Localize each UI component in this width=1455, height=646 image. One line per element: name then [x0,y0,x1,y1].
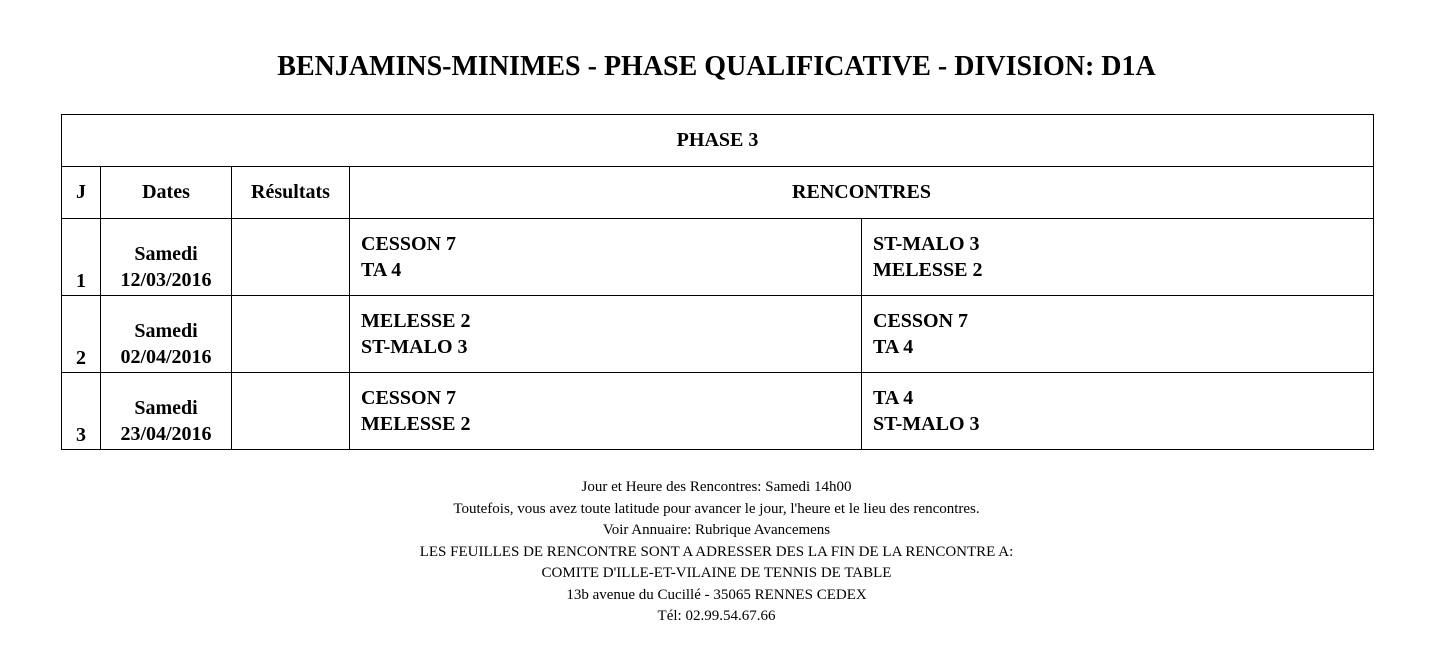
date-value: 12/03/2016 [120,269,212,291]
footer-line-schedule: Jour et Heure des Rencontres: Samedi 14h00 [581,479,852,495]
round-number: 2 [62,296,101,373]
footer-line-annuaire: Voir Annuaire: Rubrique Avancemens [602,522,831,538]
date-value: 23/04/2016 [120,423,212,445]
round-date [101,296,232,373]
date-day: Samedi [134,320,198,342]
match-away-team: MELESSE 2 [873,259,983,281]
date-value: 02/04/2016 [120,346,212,368]
match-home-team: CESSON 7 [361,233,457,255]
footer-line-comite: COMITE D'ILLE-ET-VILAINE DE TENNIS DE TABLE [541,565,892,581]
footer-line-feuilles: LES FEUILLES DE RENCONTRE SONT A ADRESSER DES LA FIN DE LA RENCONTRE A: [419,543,1014,560]
match-cell [350,373,862,450]
match-home-team: MELESSE 2 [361,310,471,332]
table-row [62,373,1374,450]
footer-line-latitude: Toutefois, vous avez toute latitude pour avancer le jour, l'heure et le lieu des rencontres. [453,500,980,517]
match-cell [862,296,1374,373]
match-home-team: ST-MALO 3 [873,233,980,255]
match-away-team: TA 4 [873,336,914,358]
header-row [62,167,1374,219]
footer-notes [0,477,1433,628]
header-rencontres: RENCONTRES [350,167,1374,219]
header-j: J [62,167,101,219]
result-cell [232,219,350,296]
match-away-team: ST-MALO 3 [361,336,468,358]
date-day: Samedi [134,397,198,419]
match-home-team: TA 4 [873,387,914,409]
result-cell [232,373,350,450]
page-title: BENJAMINS-MINIMES - PHASE QUALIFICATIVE - DIVISION: D1A [277,51,1156,82]
match-cell [862,373,1374,450]
phase-row [62,115,1374,167]
header-dates: Dates [101,167,232,219]
match-home-team: CESSON 7 [873,310,969,332]
footer-line-phone: Tél: 02.99.54.67.66 [657,608,776,624]
match-away-team: ST-MALO 3 [873,413,980,435]
phase-heading: PHASE 3 [62,115,1374,167]
table-row [62,219,1374,296]
header-resultats: Résultats [232,167,350,219]
footer-line-address: 13b avenue du Cucillé - 35065 RENNES CEDEX [566,586,867,603]
result-cell [232,296,350,373]
round-date [101,373,232,450]
schedule-table [61,114,1374,450]
match-cell [862,219,1374,296]
round-number: 1 [62,219,101,296]
table-row [62,296,1374,373]
match-cell [350,219,862,296]
round-number: 3 [62,373,101,450]
match-cell [350,296,862,373]
match-away-team: TA 4 [361,259,402,281]
match-away-team: MELESSE 2 [361,413,471,435]
date-day: Samedi [134,243,198,265]
round-date [101,219,232,296]
match-home-team: CESSON 7 [361,387,457,409]
